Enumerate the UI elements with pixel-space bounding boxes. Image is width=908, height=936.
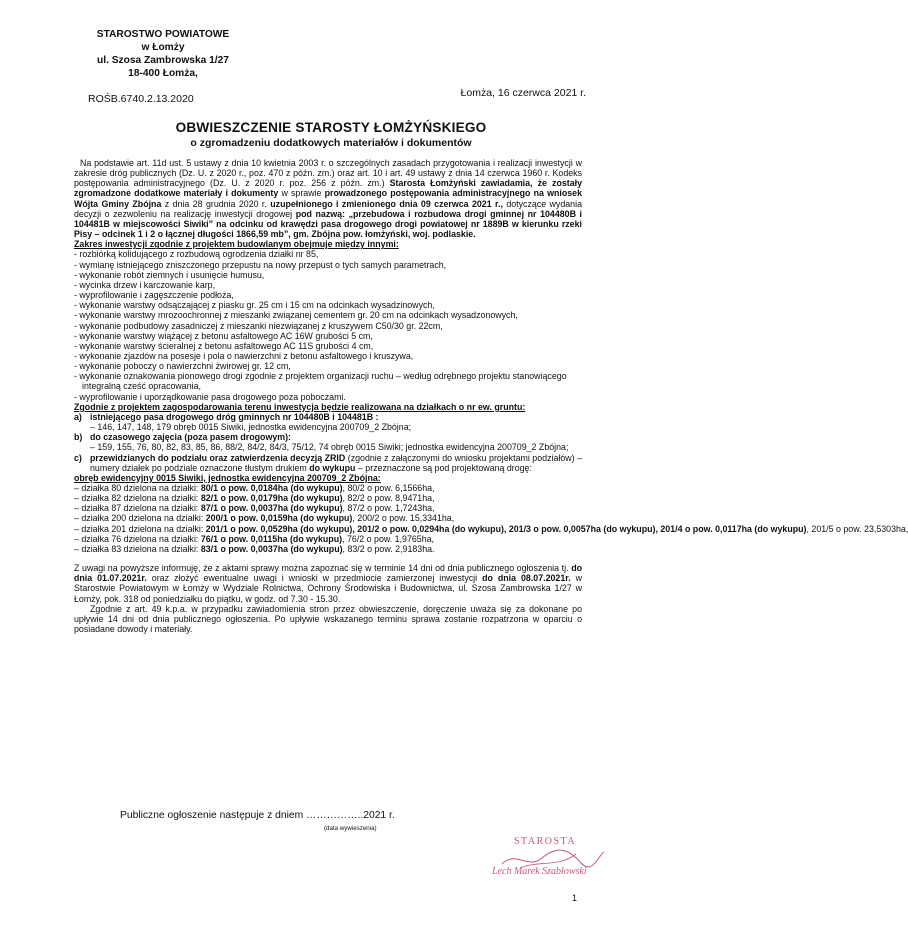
- notice-paragraph: [74, 563, 582, 604]
- parcel-pre: – działka 83 dzielona na działki:: [74, 543, 201, 554]
- list-item: [74, 523, 908, 534]
- parcel-list: [74, 483, 908, 554]
- section-letter: c): [74, 452, 82, 463]
- list-item: [74, 534, 582, 544]
- section-c-bold: do wykupu: [309, 462, 356, 473]
- intro-text: dotyczące wydania decyzji o zezwoleniu na realizację inwestycji drogowej: [74, 198, 582, 219]
- parcel-post: , 80/2 o pow. 6,1566ha,: [342, 483, 435, 493]
- parcel-bold: 76/1 o pow. 0,0115ha (do wykupu): [200, 533, 343, 544]
- notice-text: Z uwagi na powyższe informuję, że z aktami sprawy można zapoznać się w terminie 14 dni od dnia publicznego ogłoszenia tj.: [74, 563, 572, 574]
- section-c-bold: przewidzianych do podziału oraz zatwierdzenia decyzją ZRID: [90, 452, 346, 463]
- notice-deadline: do dnia 08.07.2021r.: [482, 573, 571, 584]
- header-line: w Łomży: [141, 42, 185, 53]
- list-item: - wyprofilowanie i uporządkowanie pasa drogowego poza poboczami.: [74, 391, 346, 402]
- parcel-pre: – działka 201 dzielona na działki:: [74, 523, 206, 534]
- scope-list: [74, 249, 582, 401]
- parcel-bold: 200/1 o pow. 0,0159ha (do wykupu): [205, 513, 353, 524]
- section-a: [74, 412, 582, 422]
- obreb-heading: obręb ewidencyjny 0015 Siwiki, jednostka ewidencyjna 200709_2 Zbójna:: [74, 472, 381, 483]
- office-header: [88, 28, 238, 80]
- parcel-pre: – działka 82 dzielona na działki:: [74, 493, 201, 504]
- section-b-text: – 159, 155, 76, 80, 82, 83, 85, 86, 88/2, 84/2, 84/3, 75/12, 74 obręb 0015 Siwiki; jednostka ewidencyjna 200709_2 Zbójna;: [90, 442, 569, 453]
- page-number: 1: [572, 893, 578, 903]
- parcel-post: , 76/2 o pow. 1,9765ha,: [342, 533, 435, 544]
- list-item: [74, 493, 582, 503]
- publication-line: Publiczne ogłoszenie następuje z dniem ……………..2021 r.: [120, 810, 395, 821]
- header-line: 18-400 Łomża,: [128, 68, 198, 79]
- intro-text: w sprawie: [278, 188, 325, 199]
- list-item: - wykonanie poboczy o nawierzchni żwirowej gr. 12 cm,: [74, 361, 291, 372]
- notice-text: oraz złożyć ewentualne uwagi i wnioski w przedmiocie zamierzonej inwestycji: [146, 573, 483, 584]
- section-c-plain: – przeznaczone są pod projektowaną drogę:: [355, 462, 532, 473]
- intro-bold: uzupełnionego i zmienionego dnia 09 czerwca 2021 r.,: [270, 198, 503, 209]
- parcel-bold: 82/1 o pow. 0,0179ha (do wykupu): [200, 493, 343, 504]
- notice-deadline: do dnia 01.07.2021r.: [74, 563, 582, 584]
- list-item: [74, 513, 582, 523]
- stamp-name: Lech Marek Szabłowski: [492, 866, 587, 877]
- intro-text: z dnia 28 grudnia 2020 r.: [161, 198, 271, 209]
- list-item: - wykonanie warstwy ścieralnej z betonu asfaltowego AC 11S grubości 4 cm,: [74, 340, 374, 351]
- document-body: [74, 158, 908, 635]
- section-title: istniejącego pasa drogowego dróg gminnych nr 104480B i 104481B :: [90, 411, 379, 422]
- parcel-post: , 82/2 o pow. 8,9471ha,: [342, 493, 435, 504]
- file-sign: ROŚB.6740.2.13.2020: [88, 93, 194, 105]
- parcel-pre: – działka 200 dzielona na działki:: [74, 513, 206, 524]
- list-item: [74, 544, 582, 554]
- list-item: - wykonanie warstwy odsączającej z piasku gr. 25 cm i 15 cm na odcinkach wysadzinowych,: [74, 300, 435, 311]
- document-subtitle: o zgromadzeniu dodatkowych materiałów i dokumentów: [190, 137, 472, 149]
- date-line: Łomża, 16 czerwca 2021 r.: [460, 87, 586, 99]
- parcel-bold: 201/1 o pow. 0,0529ha (do wykupu), 201/2 o pow. 0,0294ha (do wykupu), 201/3 o pow. 0,0057ha (do wykupu), 201/4 o pow. 0,0117ha (do wykupu): [205, 523, 807, 534]
- intro-bold: prowadzonego postępowania administracyjnego na wniosek Wójta Gminy Zbójna: [74, 188, 582, 209]
- parcel-bold: 80/1 o pow. 0,0184ha (do wykupu): [200, 483, 343, 493]
- list-item: - wykonanie oznakowania pionowego drogi zgodnie z projektem organizacji ruchu – według odrębnego projektu stanowiącego integralną cześć opracowania,: [74, 371, 567, 392]
- parcel-post: , 87/2 o pow. 1,7243ha,: [342, 503, 435, 514]
- list-item: - wyprofilowanie i zagęszczenie podłoża,: [74, 290, 234, 301]
- parcel-pre: – działka 80 dzielona na działki:: [74, 483, 201, 493]
- list-item: [74, 483, 582, 493]
- section-b: [74, 432, 582, 442]
- list-item: - wycinka drzew i karczowanie karp,: [74, 279, 216, 290]
- header-line: ul. Szosa Zambrowska 1/27: [97, 55, 229, 66]
- intro-paragraph: [74, 158, 582, 239]
- intro-text: Na podstawie art. 11d ust. 5 ustawy z dnia 10 kwietnia 2003 r. o szczególnych zasadach przygotowania i realizacji inwestycji w zakresie dróg publicznych (Dz. U. z 2020 r., poz. 470 z późn. zm.) oraz art. 10 i art. 49 ustawy z dnia 14 czerwca 1960 r. Kodeks postępowania administracyjnego (Dz. U. z 2020 r. poz. 256 z późn. zm.): [74, 158, 582, 189]
- section-letter: b): [74, 432, 83, 443]
- section-title: do czasowego zajęcia (poza pasem drogowym):: [90, 432, 291, 443]
- list-item: - wykonanie warstwy wiążącej z betonu asfaltowego AC 16W grubości 5 cm,: [74, 330, 373, 341]
- section-letter: a): [74, 411, 82, 422]
- parcel-pre: – działka 76 dzielona na działki:: [74, 533, 201, 544]
- notice-text: w Starostwie Powiatowym w Łomży w Wydziale Rolnictwa, Ochrony Środowiska i Budownictwa, ul. Szosa Zambrowska 1/27 w Łomży, pok. 318 od poniedziałku do piątku, w godz. od 7.30 - 15.30.: [74, 573, 583, 604]
- parcel-bold: 83/1 o pow. 0,0037ha (do wykupu): [200, 543, 343, 554]
- intro-bold: na odcinku od krawędzi pasa drogowego drogi powiatowej nr 1889B w kierunku rzeki Pisy – odcinek 1 i 2 o łącznej długości 1866,59 mb”, gm. Zbójna pow. łomżyński, woj. podlaskie.: [74, 218, 582, 240]
- parcel-bold: 87/1 o pow. 0,0037ha (do wykupu): [200, 503, 343, 514]
- notice-paragraph-2: Zgodnie z art. 49 k.p.a. w przypadku zawiadomienia stron przez obwieszczenie, doręczenie uważa się za dokonane po upływie 14 dni od dnia publicznego ogłoszenia. Po upływie wskazanego terminu sprawa zostanie rozpatrzona w oparciu o posiadane dowody i materiały.: [74, 603, 582, 635]
- list-item: - rozbiórką kolidującego z rozbudową ogrodzenia działki nr 85,: [74, 249, 319, 260]
- section-a-text: – 146, 147, 148, 179 obręb 0015 Siwiki, jednostka ewidencyjna 200709_2 Zbójna;: [90, 422, 412, 433]
- section-c: [74, 453, 582, 473]
- list-item: [74, 503, 582, 513]
- list-item: - wymianę istniejącego zniszczonego przepustu na nowy przepust o tych samych parametrach,: [74, 259, 447, 270]
- section-c-text: [90, 453, 582, 473]
- parcel-post: , 83/2 o pow. 2,9183ha.: [342, 543, 435, 554]
- document-title: OBWIESZCZENIE STAROSTY ŁOMŻYŃSKIEGO: [175, 120, 487, 135]
- parcel-post: , 200/2 o pow. 15,3341ha,: [352, 513, 455, 524]
- scope-heading: Zakres inwestycji zgodnie z projektem budowlanym obejmuje między innymi:: [74, 239, 399, 250]
- parcel-post: , 201/5 o pow. 23,5303ha,: [806, 523, 908, 534]
- intro-bold: pod nazwą: „przebudowa i rozbudowa drogi gminnej nr 104480B i 104481B w miejscowości Siwiki”: [74, 208, 583, 229]
- list-item: - wykonanie zjazdów na posesje i pola o nawierzchni z betonu asfaltowego i kruszywa,: [74, 350, 414, 361]
- section-c-plain: (zgodnie z załączonymi do wniosku projektami podziałów) – numery działek po podziale oznaczone tłustym drukiem: [90, 452, 582, 473]
- list-item: - wykonanie warstwy mrozoochronnej z mieszanki związanej cementem gr. 20 cm na odcinkach wysadzonowych,: [74, 310, 518, 321]
- stamp-role: STAROSTA: [514, 836, 577, 847]
- header-line: STAROSTWO POWIATOWE: [96, 29, 230, 40]
- publication-caption: (data wywieszenia): [324, 825, 377, 832]
- parcel-pre: – działka 87 dzielona na działki:: [74, 503, 201, 514]
- intro-bold: Starosta Łomżyński zawiadamia, że zostały zgromadzone dodatkowe materiały i dokumenty: [74, 178, 582, 199]
- land-heading: Zgodnie z projektem zagospodarowania terenu inwestycja będzie realizowana na działkach o nr ew. gruntu:: [74, 401, 526, 412]
- list-item: - wykonanie robót ziemnych i usunięcie humusu,: [74, 269, 265, 280]
- list-item: - wykonanie podbudowy zasadniczej z mieszanki niezwiązanej z kruszywem C50/30 gr. 22cm,: [74, 320, 443, 331]
